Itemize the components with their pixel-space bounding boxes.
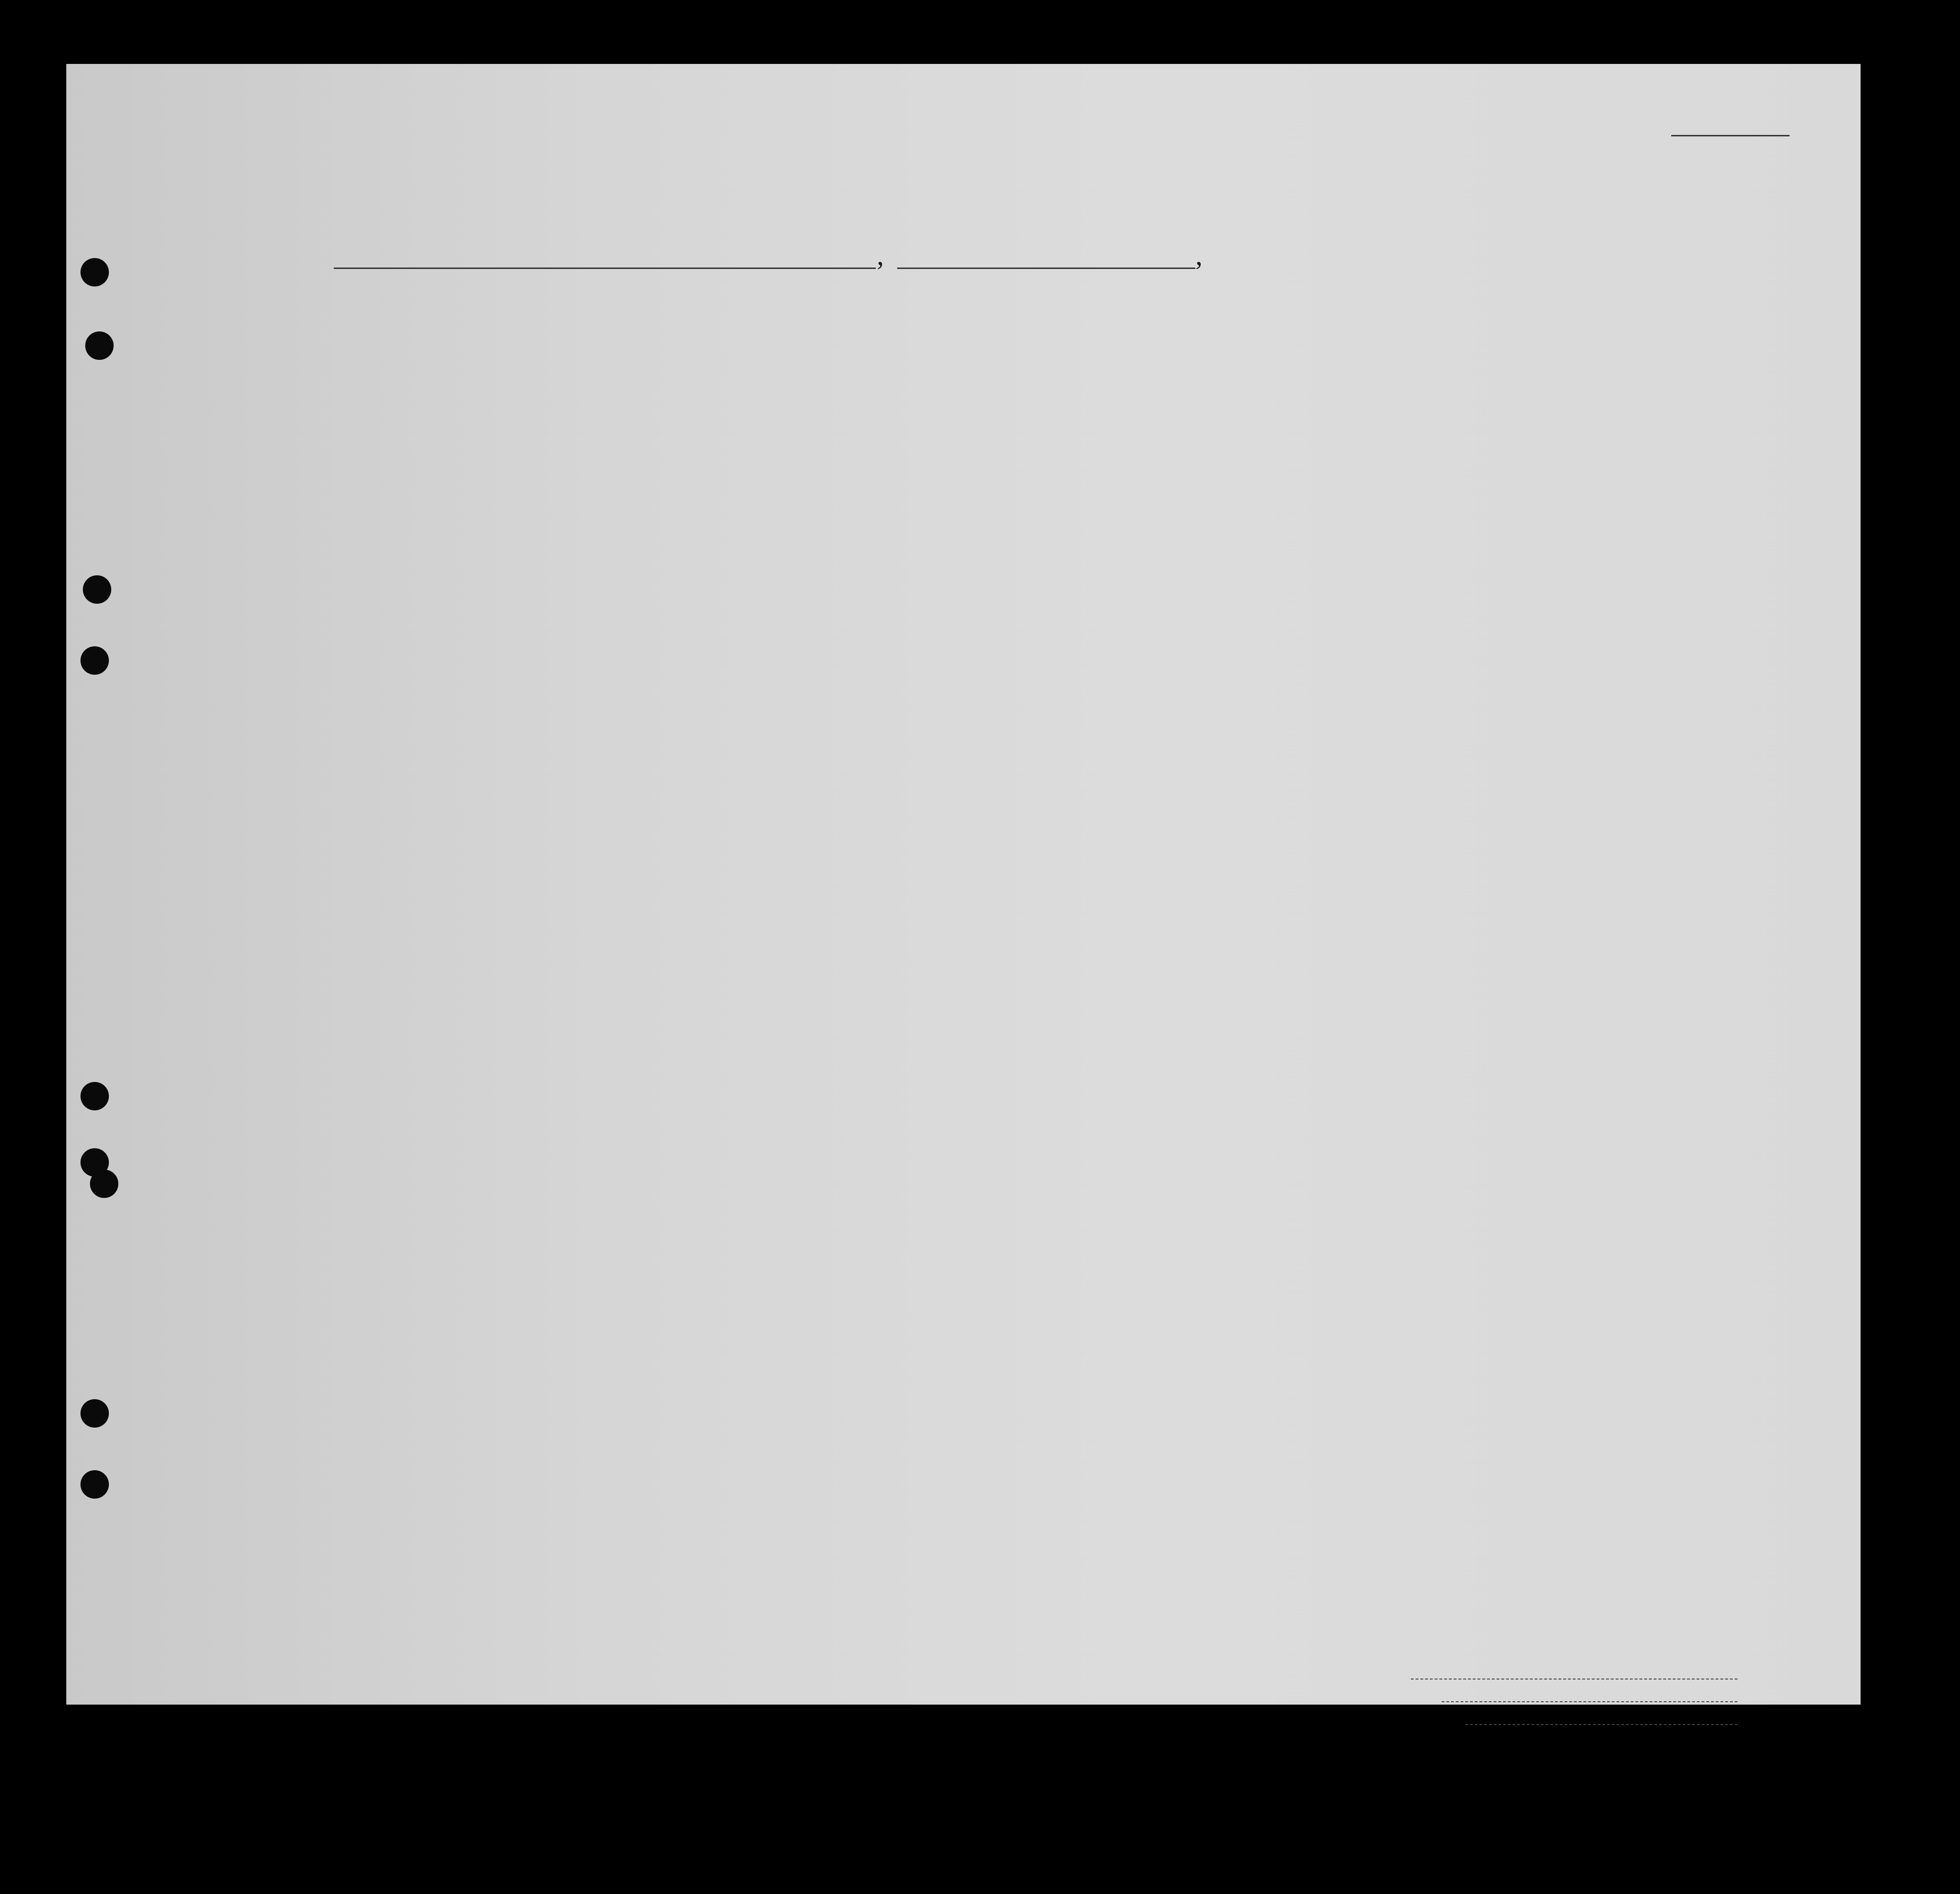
punch-hole	[83, 575, 111, 604]
table-grid	[66, 64, 1861, 1705]
agents-blank	[1465, 1724, 1737, 1725]
punch-hole	[80, 1082, 109, 1110]
col28-header	[1295, 320, 1337, 500]
col24-return	[1105, 350, 1131, 502]
col29-header	[1345, 320, 1373, 500]
col31-header	[1404, 320, 1423, 500]
col30-header	[1378, 320, 1397, 500]
punch-hole	[80, 258, 109, 286]
owners-blank	[1442, 1701, 1737, 1702]
col24-citizen	[1165, 350, 1186, 502]
manifest-sheet: , ,	[66, 64, 1861, 1705]
punch-hole	[85, 331, 114, 360]
line-blank	[1411, 1679, 1737, 1680]
punch-hole	[80, 646, 109, 675]
punch-hole	[80, 1470, 109, 1499]
punch-hole	[80, 1399, 109, 1428]
punch-hole	[90, 1170, 118, 1198]
col25-header	[1203, 320, 1236, 500]
col24-length	[1139, 350, 1160, 502]
